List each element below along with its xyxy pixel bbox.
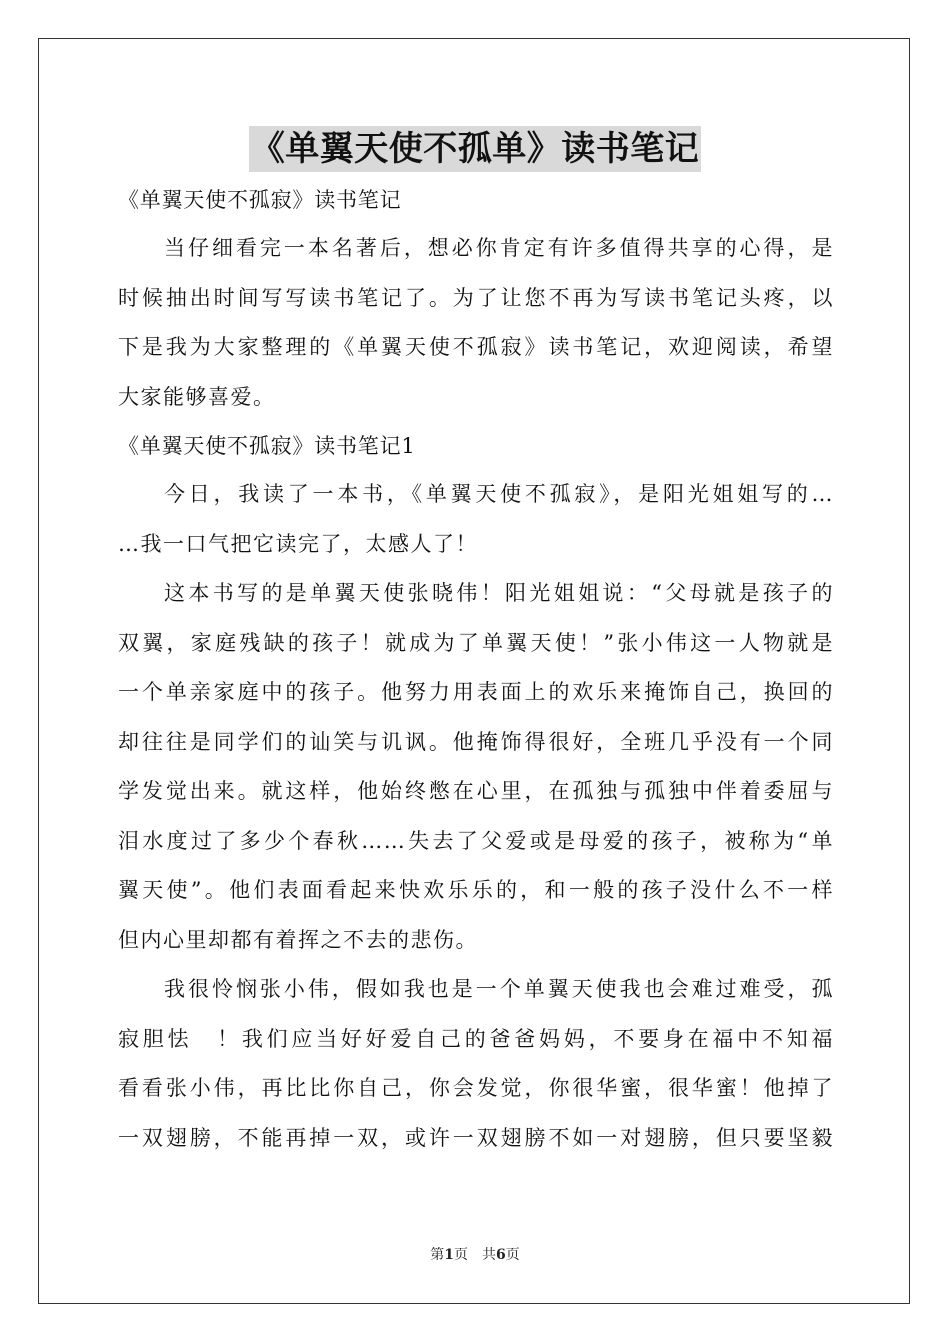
paragraph-line: 今日，我读了一本书，《单翼天使不孤寂》，是阳光姐姐写的… <box>164 482 834 506</box>
footer-mid: 页 共 <box>454 1247 496 1263</box>
section-heading: 《单翼天使不孤寂》读书笔记1 <box>118 434 416 458</box>
paragraph-line: 我很怜悯张小伟，假如我也是一个单翼天使我也会难过难受，孤 <box>164 977 834 1001</box>
paragraph-line: 这本书写的是单翼天使张晓伟！阳光姐姐说：“父母就是孩子的 <box>164 581 834 605</box>
paragraph-line: 当仔细看完一本名著后，想必你肯定有许多值得共享的心得，是 <box>164 236 834 260</box>
title-container <box>0 126 950 172</box>
paragraph-line: 但内心里却都有着挥之不去的悲伤。 <box>118 927 478 952</box>
paragraph-line: …我一口气把它读完了，太感人了！ <box>118 531 478 556</box>
paragraph-line: 时候抽出时间写写读书笔记了。为了让您不再为写读书笔记头疼，以 <box>118 285 834 310</box>
footer-prefix: 第 <box>430 1247 445 1263</box>
paragraph-line: 大家能够喜爱。 <box>118 384 276 409</box>
document-body <box>118 176 834 1163</box>
paragraph-line: 泪水度过了多少个春秋……失去了父爱或是母爱的孩子，被称为“单 <box>118 828 834 853</box>
paragraph-line: 一双翅膀，不能再掉一双，或许一双翅膀不如一对翅膀，但只要坚毅 <box>118 1125 834 1150</box>
footer-suffix: 页 <box>505 1247 520 1263</box>
intro-paragraph <box>118 224 834 422</box>
paragraph-line: 学发觉出来。就这样，他始终憋在心里，在孤独与孤独中伴着委屈与 <box>118 779 834 803</box>
paragraph-line: 一个单亲家庭中的孩子。他努力用表面上的欢乐来掩饰自己，换回的 <box>118 680 834 704</box>
current-page-number: 1 <box>444 1247 454 1263</box>
paragraph-line: 看看张小伟，再比比你自己，你会发觉，你很华蜜，很华蜜！他掉了 <box>118 1076 834 1100</box>
subtitle: 《单翼天使不孤寂》读书笔记 <box>118 188 402 212</box>
document-title: 《单翼天使不孤单》读书笔记 <box>249 126 702 172</box>
paragraph-line: 下是我为大家整理的《单翼天使不孤寂》读书笔记，欢迎阅读，希望 <box>118 335 834 359</box>
paragraph-2 <box>118 569 834 965</box>
paragraph-1 <box>118 470 834 569</box>
paragraph-line: 寂胆怯 ！我们应当好好爱自己的爸爸妈妈，不要身在福中不知福 <box>118 1026 834 1051</box>
page-footer <box>0 1244 950 1264</box>
paragraph-3 <box>118 965 834 1163</box>
total-pages-number: 6 <box>496 1247 506 1263</box>
paragraph-line: 却往往是同学们的讪笑与讥讽。他掩饰得很好，全班几乎没有一个同 <box>118 729 834 754</box>
paragraph-line: 翼天使”。他们表面看起来快欢乐乐的，和一般的孩子没什么不一样 <box>118 878 834 902</box>
paragraph-line: 双翼，家庭残缺的孩子！就成为了单翼天使！”张小伟这一人物就是 <box>118 630 834 655</box>
